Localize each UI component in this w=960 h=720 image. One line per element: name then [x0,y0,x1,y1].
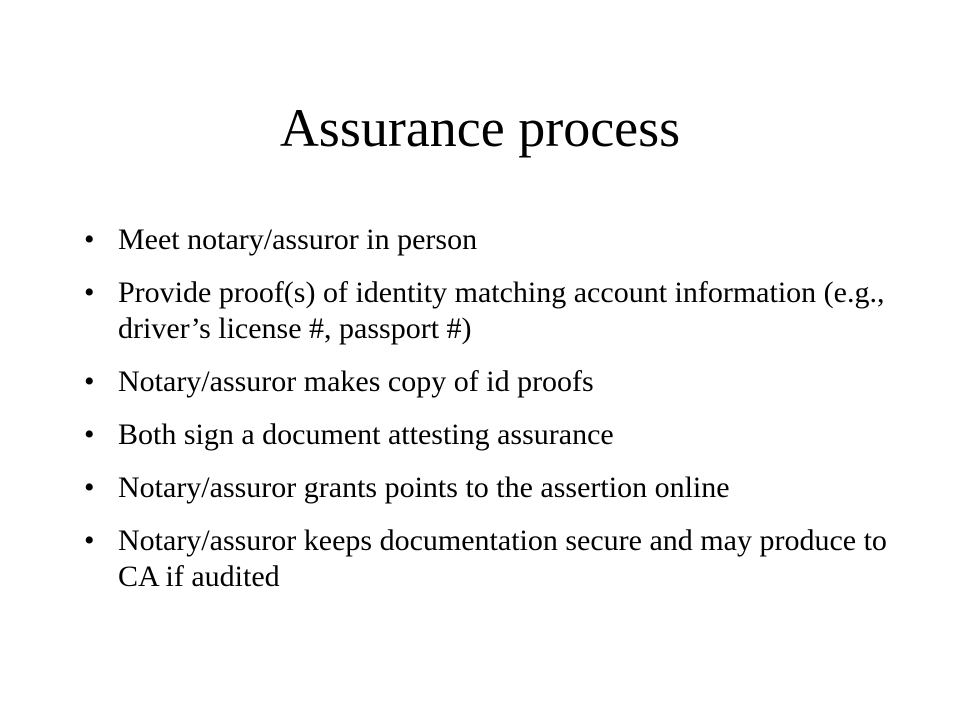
bullet-text: Notary/assuror grants points to the assertion online [118,471,730,504]
slide-title: Assurance process [279,98,681,158]
bullet-item [84,222,904,258]
bullet-icon: • [84,524,95,557]
bullet-item [84,470,904,506]
bullet-text: Notary/assuror makes copy of id proofs [118,365,594,398]
bullet-icon: • [84,471,95,504]
bullet-text: Meet notary/assuror in person [118,223,478,256]
bullet-icon: • [84,223,95,256]
bullet-icon: • [84,365,95,398]
bullet-item [84,523,904,595]
bullet-icon: • [84,418,95,451]
bullet-item [84,364,904,400]
bullet-item [84,417,904,453]
bullet-text: Both sign a document attesting assurance [118,418,614,451]
bullet-text: Notary/assuror keeps documentation secure and may produce to CA if audited [118,524,887,593]
bullet-list [84,222,904,612]
bullet-icon: • [84,276,95,309]
bullet-item [84,275,904,347]
bullet-text: Provide proof(s) of identity matching account information (e.g., driver’s license #, passport #) [118,276,885,345]
